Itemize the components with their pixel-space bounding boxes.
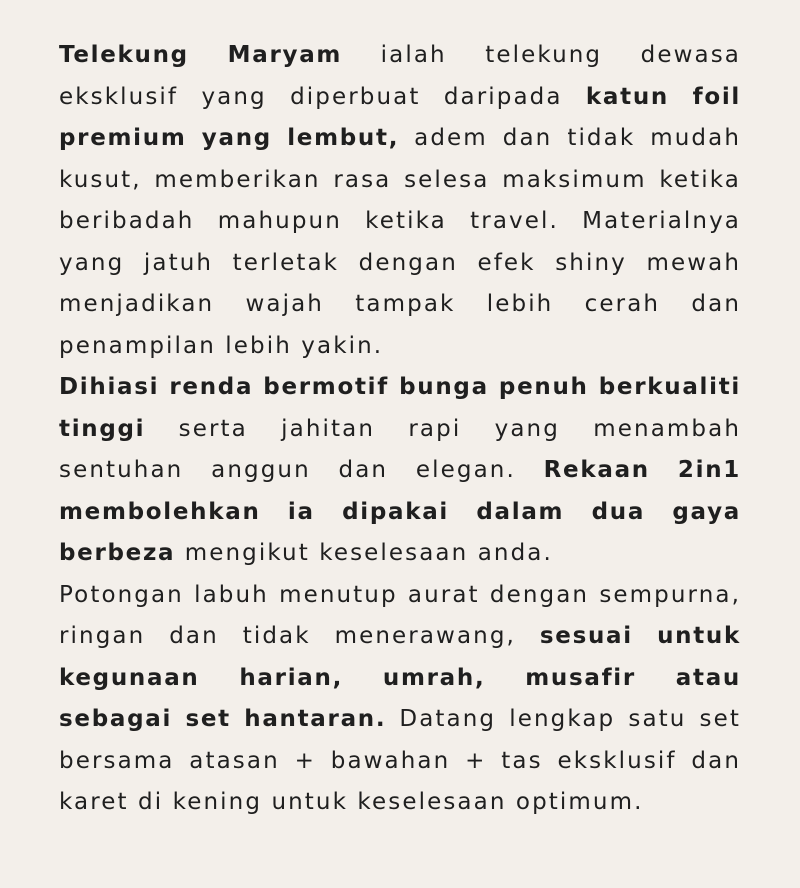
text-segment: adem dan tidak mudah kusut, memberikan rasa selesa maksimum ketika beribadah mahupun ketika travel. Materialnya yang jatuh terletak dengan efek shiny mewah menjadikan wajah tampak lebih cerah dan penampilan lebih yakin. xyxy=(59,125,741,359)
description-paragraph-2 xyxy=(59,367,741,575)
text-segment-bold: Telekung Maryam xyxy=(59,42,343,68)
text-segment-bold: katun foil premium yang lembut, xyxy=(59,83,741,151)
text-segment: Datang lengkap satu set bersama atasan + bawahan + tas eksklusif dan karet di kening untuk keselesaan optimum. xyxy=(59,706,742,815)
text-segment: Potongan labuh menutup aurat dengan sempurna, ringan dan tidak menerawang, xyxy=(59,581,741,649)
text-segment-bold: Rekaan 2in1 membolehkan ia dipakai dalam dua gaya berbeza xyxy=(59,457,741,566)
text-segment: mengikut keselesaan anda. xyxy=(175,540,553,566)
text-segment-bold: Dihiasi renda bermotif bunga penuh berkualiti tinggi xyxy=(59,374,741,442)
description-paragraph-1 xyxy=(59,35,741,367)
description-paragraph-3 xyxy=(59,575,741,824)
text-segment-bold: sesuai untuk kegunaan harian, umrah, musafir atau sebagai set hantaran. xyxy=(59,623,741,732)
text-segment: serta jahitan rapi yang menambah sentuhan anggun dan elegan. xyxy=(59,415,741,483)
text-segment: ialah telekung dewasa eksklusif yang diperbuat daripada xyxy=(59,42,741,110)
